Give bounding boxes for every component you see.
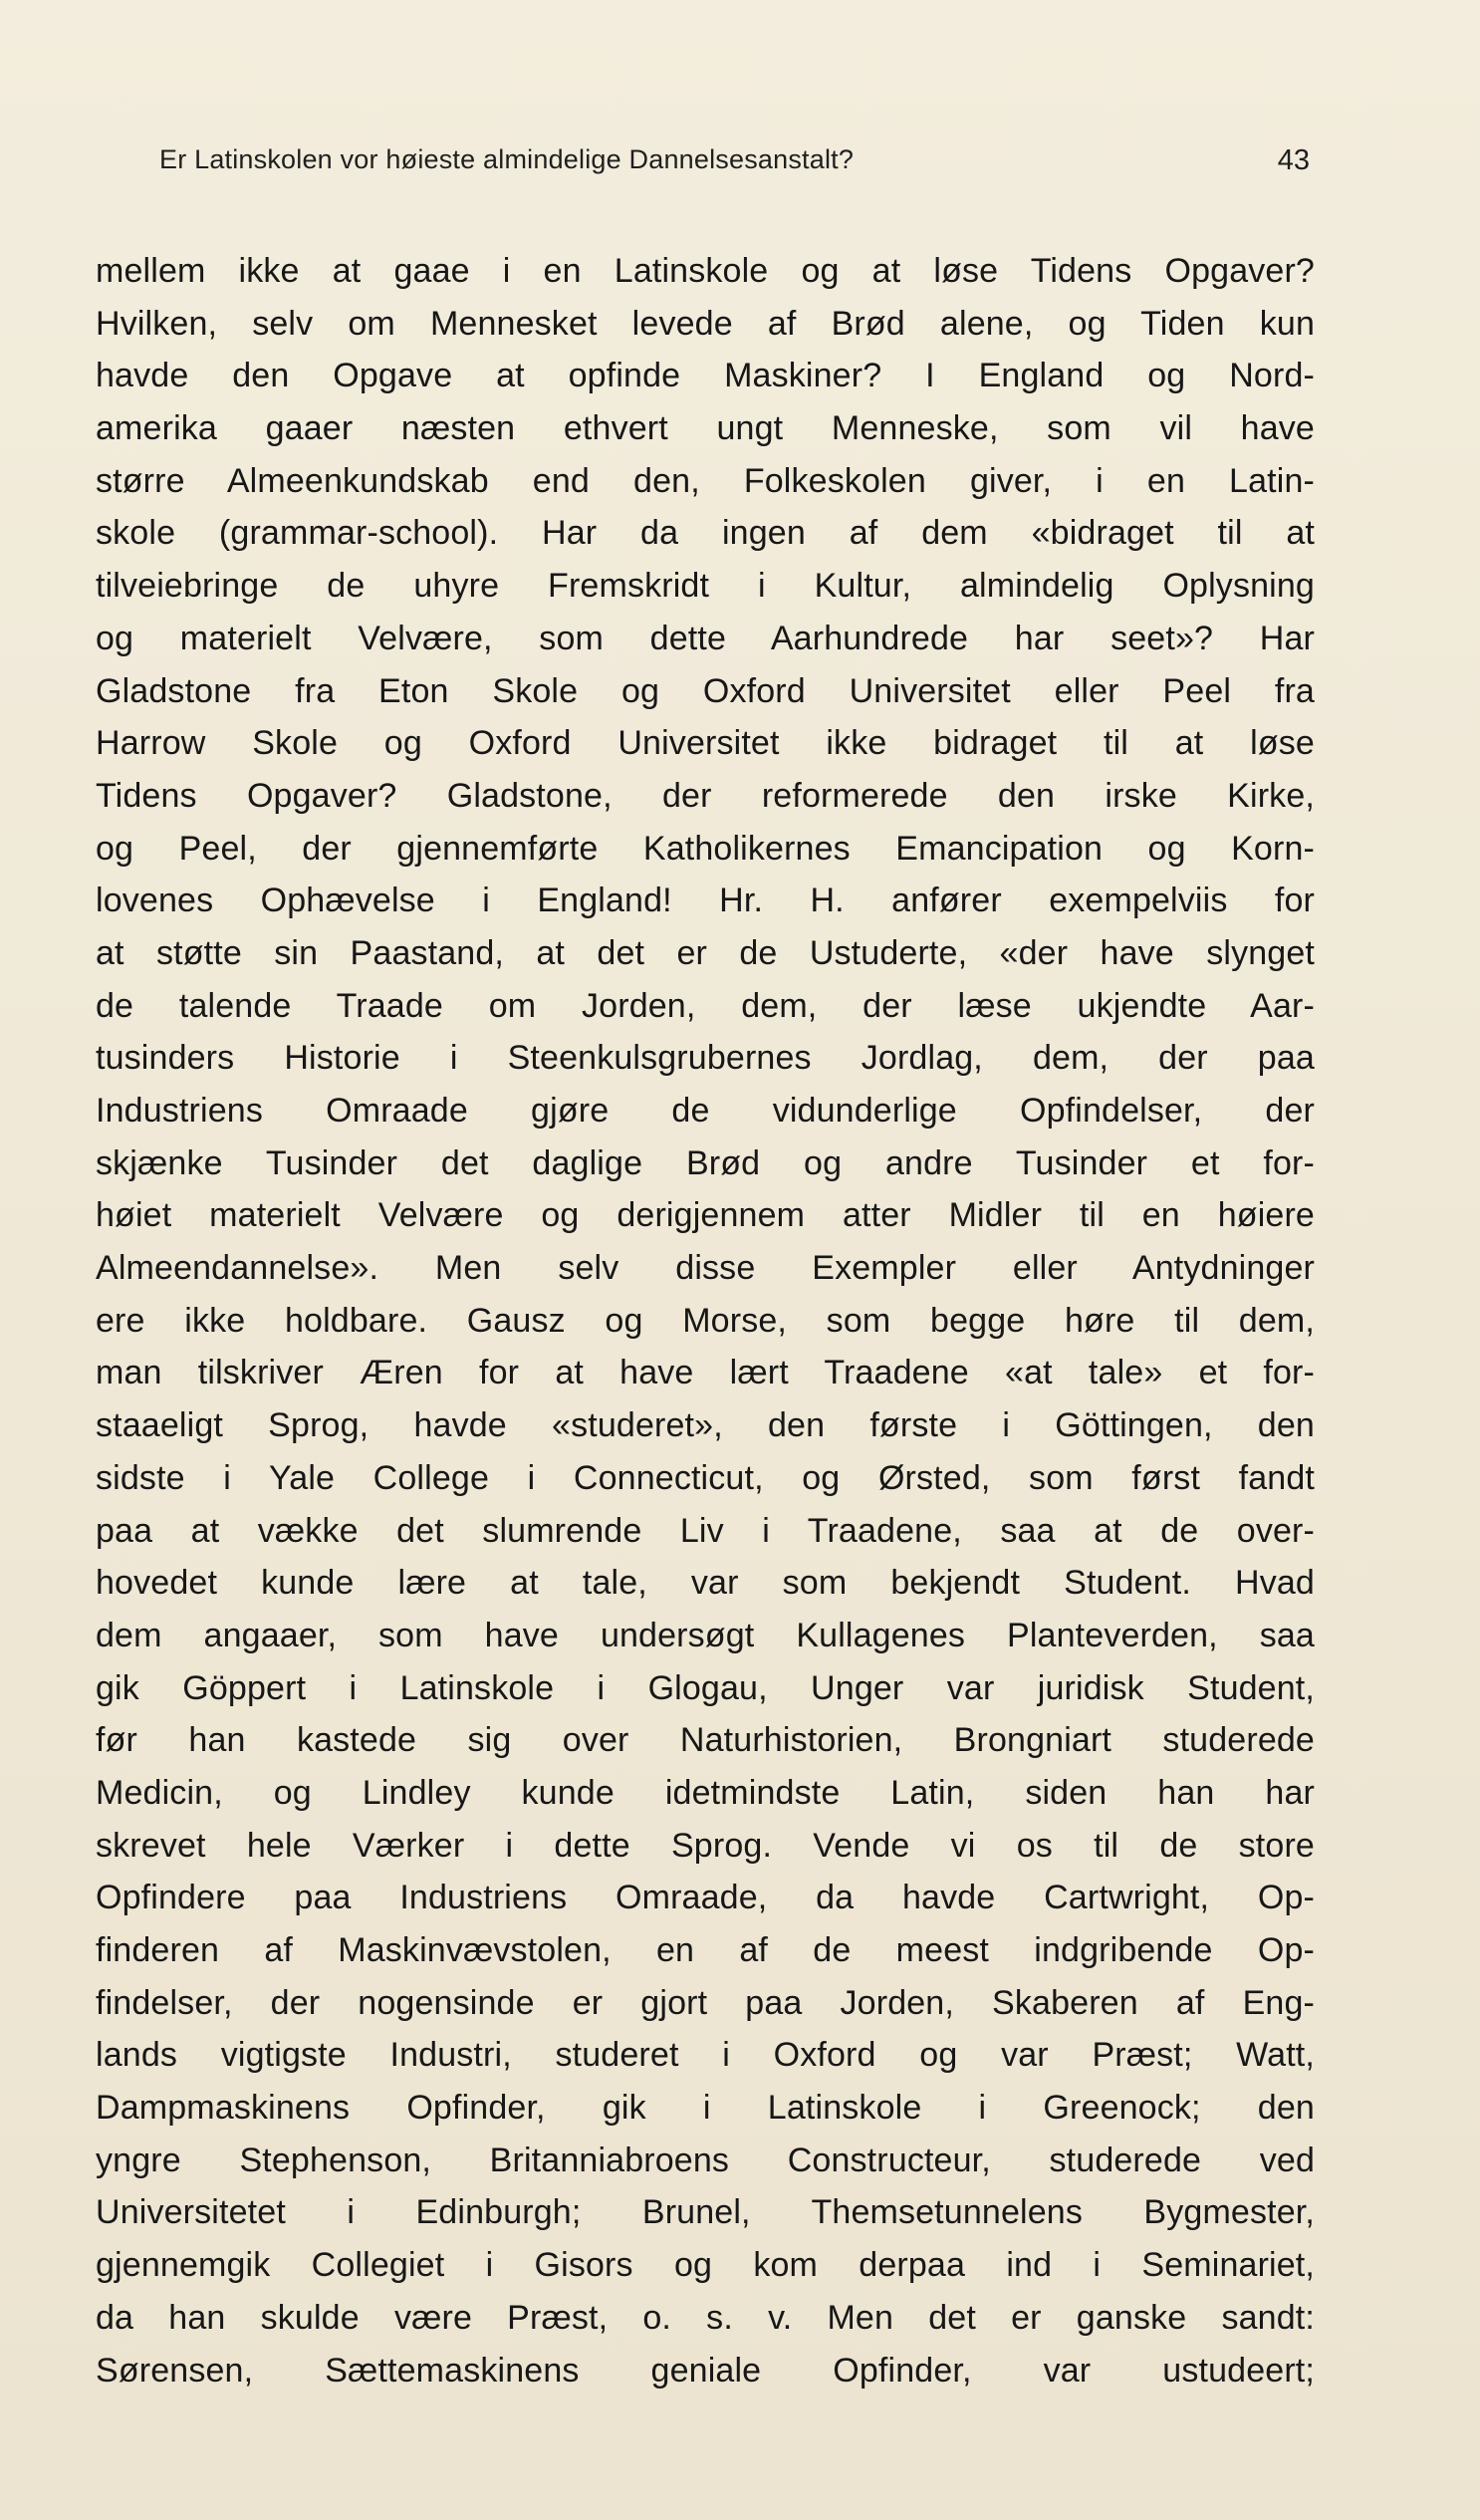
body-text: [96, 245, 1315, 2396]
text-line: findelser, der nogensinde er gjort paa Jorden, Skaberen af Eng-: [96, 1983, 1315, 2022]
text-line: lands vigtigste Industri, studeret i Oxford og var Præst; Watt,: [96, 2036, 1315, 2075]
text-line: havde den Opgave at opfinde Maskiner? I England og Nord-: [96, 357, 1315, 395]
text-line: staaeligt Sprog, havde «studeret», den første i Göttingen, den: [96, 1406, 1315, 1445]
text-line: Industriens Omraade gjøre de vidunderlige Opfindelser, der: [96, 1092, 1315, 1130]
text-line: Harrow Skole og Oxford Universitet ikke bidraget til at løse: [96, 724, 1315, 763]
text-line: man tilskriver Æren for at have lært Traadene «at tale» et for-: [96, 1354, 1315, 1392]
text-line: amerika gaaer næsten ethvert ungt Menneske, som vil have: [96, 409, 1315, 448]
page-header: [159, 144, 1310, 184]
text-line: og Peel, der gjennemførte Katholikernes Emancipation og Korn-: [96, 829, 1315, 868]
text-line: yngre Stephenson, Britanniabroens Constructeur, studerede ved: [96, 2141, 1315, 2179]
text-line: og materielt Velvære, som dette Aarhundrede har seet»? Har: [96, 619, 1315, 657]
text-line: gjennemgik Collegiet i Gisors og kom derpaa ind i Seminariet,: [96, 2246, 1315, 2285]
text-line: de talende Traade om Jorden, dem, der læse ukjendte Aar-: [96, 986, 1315, 1025]
text-line: tusinders Historie i Steenkulsgrubernes Jordlag, dem, der paa: [96, 1039, 1315, 1078]
text-line: Universitetet i Edinburgh; Brunel, Themsetunnelens Bygmester,: [96, 2193, 1315, 2232]
text-line: Opfindere paa Industriens Omraade, da havde Cartwright, Op-: [96, 1879, 1315, 1917]
page-number: 43: [1277, 144, 1310, 176]
text-line: hovedet kunde lære at tale, var som bekjendt Student. Hvad: [96, 1564, 1315, 1603]
text-line: skrevet hele Værker i dette Sprog. Vende vi os til de store: [96, 1826, 1315, 1865]
text-line: Gladstone fra Eton Skole og Oxford Universitet eller Peel fra: [96, 671, 1315, 710]
text-line: Medicin, og Lindley kunde idetmindste Latin, siden han har: [96, 1773, 1315, 1812]
text-line: større Almeenkundskab end den, Folkeskolen giver, i en Latin-: [96, 461, 1315, 500]
text-line: lovenes Ophævelse i England! Hr. H. anfører exempelviis for: [96, 882, 1315, 920]
text-line: Dampmaskinens Opfinder, gik i Latinskole i Greenock; den: [96, 2089, 1315, 2128]
text-line: finderen af Maskinvævstolen, en af de meest indgribende Op-: [96, 1931, 1315, 1969]
text-line: før han kastede sig over Naturhistorien, Brongniart studerede: [96, 1721, 1315, 1760]
text-line: gik Göppert i Latinskole i Glogau, Unger var juridisk Student,: [96, 1668, 1315, 1707]
text-line: Tidens Opgaver? Gladstone, der reformerede den irske Kirke,: [96, 776, 1315, 815]
text-line: dem angaaer, som have undersøgt Kullagenes Planteverden, saa: [96, 1616, 1315, 1654]
text-line: ere ikke holdbare. Gausz og Morse, som begge høre til dem,: [96, 1301, 1315, 1340]
text-line: da han skulde være Præst, o. s. v. Men det er ganske sandt:: [96, 2298, 1315, 2337]
text-line: Almeendannelse». Men selv disse Exempler eller Antydninger: [96, 1249, 1315, 1288]
text-line: at støtte sin Paastand, at det er de Ustuderte, «der have slynget: [96, 933, 1315, 972]
text-line: skjænke Tusinder det daglige Brød og andre Tusinder et for-: [96, 1143, 1315, 1182]
text-line: høiet materielt Velvære og derigjennem atter Midler til en høiere: [96, 1196, 1315, 1235]
text-line: tilveiebringe de uhyre Fremskridt i Kultur, almindelig Oplysning: [96, 567, 1315, 606]
text-line: skole (grammar-school). Har da ingen af dem «bidraget til at: [96, 514, 1315, 553]
text-line: Sørensen, Sættemaskinens geniale Opfinder, var ustudeert;: [96, 2351, 1315, 2390]
text-line: mellem ikke at gaae i en Latinskole og at løse Tidens Opgaver?: [96, 252, 1315, 290]
running-title: Er Latinskolen vor høieste almindelige Dannelsesanstalt?: [159, 144, 855, 174]
text-line: paa at vække det slumrende Liv i Traadene, saa at de over-: [96, 1511, 1315, 1550]
text-line: Hvilken, selv om Mennesket levede af Brød alene, og Tiden kun: [96, 304, 1315, 343]
text-line: sidste i Yale College i Connecticut, og Ørsted, som først fandt: [96, 1458, 1315, 1497]
